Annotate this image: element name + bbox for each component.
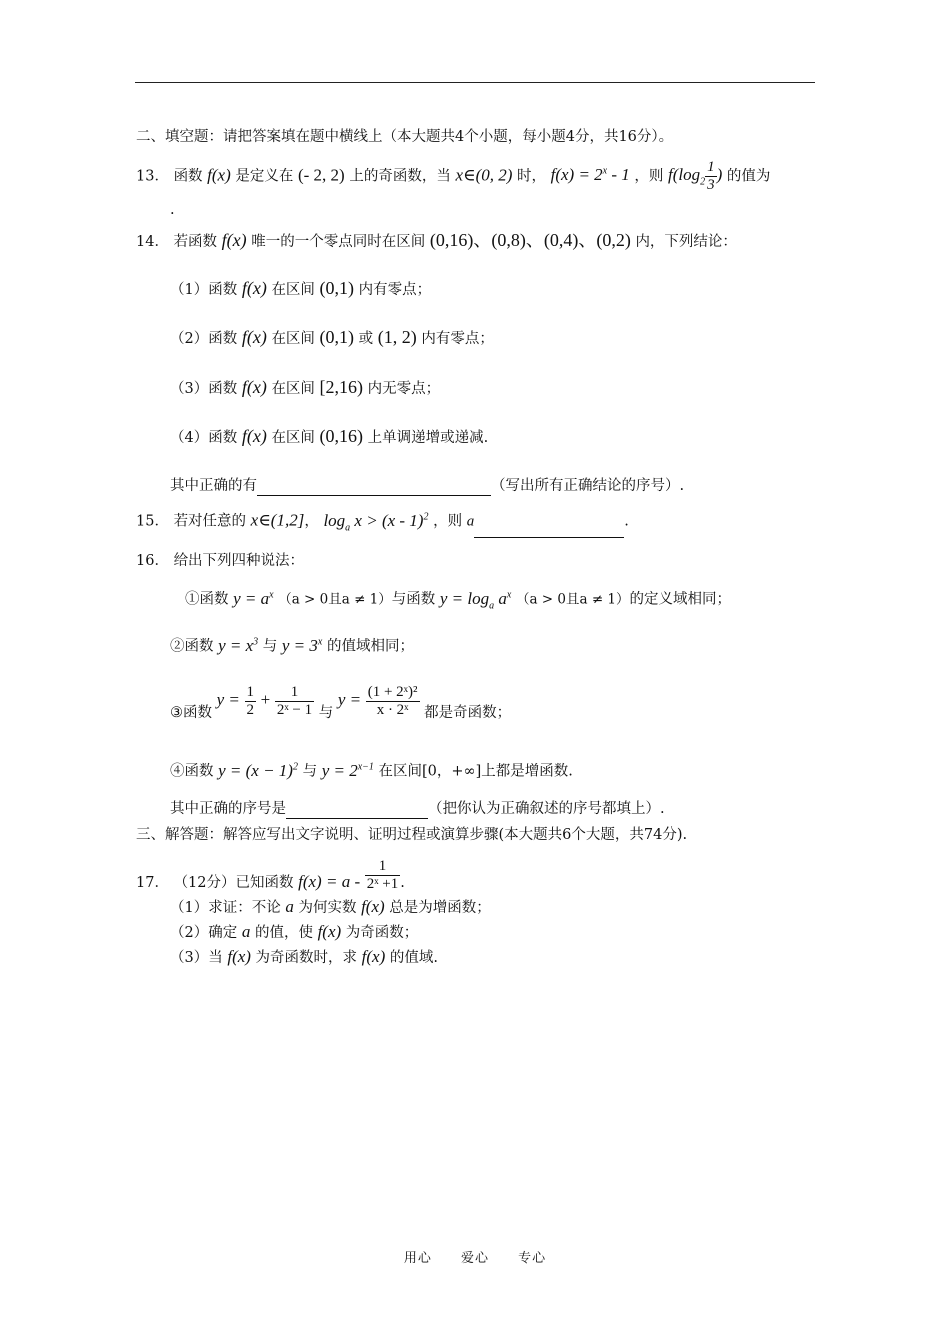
q14-item-interval-2: (1, 2) [377,327,417,347]
q13-text: 函数 [173,168,203,185]
q16-s1-f1-base: y = a [233,588,270,608]
q16-s4-f1 [218,761,298,780]
q14-intervals: (0,16)、(0,8)、(0,4)、(0,2) [429,230,631,250]
q13-text: 是定义在 [235,168,294,185]
q14-answer-prefix: 其中正确的有 [170,478,257,494]
q15-text: 若对任意的 [173,513,247,530]
q13-def-tail: - 1 [607,165,630,185]
q16-s2-text: 与 [262,638,278,655]
q16-statement-4 [170,757,573,782]
q16-s1-condition: （a > 0且a ≠ 1） [278,591,392,608]
q16-intro: 给出下列四种说法： [173,553,305,569]
q16-s1-f2-base: a [489,600,495,612]
q14-answer-suffix: （写出所有正确结论的序号）. [491,478,685,494]
question-16 [136,551,304,571]
q17-part-fx: f(x) [361,897,385,916]
q16-s1-f2-exp: x [506,589,512,600]
q16-s3-num-1: 1 [246,683,254,700]
q14-item-fx: f(x) [241,327,267,347]
q14-answer-blank[interactable] [257,479,491,496]
page-footer [0,1247,950,1266]
q16-s2-mark: ② [170,638,185,655]
q16-s3-frac-3 [366,684,420,719]
q16-s1-f2 [439,588,512,612]
q16-s2-f1-base: y = x [218,635,254,655]
q14-text: 唯一的一个零点同时在区间 [251,234,426,250]
q16-s1-text: 与函数 [391,591,436,608]
q16-s1-condition-2: （a > 0且a ≠ 1） [515,591,630,608]
q16-s2-f1-exp: 3 [253,636,259,647]
q14-item-label: （4）函数 [170,430,238,446]
q16-s2-text: 函数 [184,638,214,655]
q13-fraction [705,159,717,194]
q14-item-text: 内有零点； [421,331,494,347]
q14-item-4 [170,426,488,448]
q17-part-3 [170,947,438,968]
q13-text: 上的奇函数，当 [349,168,451,185]
q15-text: ，则 [433,513,463,530]
q14-item-text: 上单调递增或递减. [367,430,489,446]
question-15 [136,507,629,538]
q16-s3-text: 与 [318,705,334,721]
question-14 [136,230,737,252]
q13-log-base: 2 [700,176,706,188]
q14-item-text: 内有零点； [358,282,432,298]
q17-frac-den: 2ˣ +1 [366,875,399,892]
q14-item-1 [170,278,431,300]
q17-part-var: a [285,897,294,916]
q16-s4-text: 函数 [184,763,214,780]
q16-statement-2 [170,632,414,657]
q14-item-fx: f(x) [241,426,267,446]
q17-intro: （12分）已知函数 [173,875,294,891]
q14-item-text: 在区间 [271,331,315,347]
q14-item-label: （1）函数 [170,282,238,298]
q16-statement-1 [185,585,731,616]
q13-eval-tail: ) [716,165,723,185]
q14-fx: f(x) [221,230,247,250]
q14-item-interval: [2,16) [319,377,364,397]
q16-s1-f1 [233,589,273,608]
q16-s4-f1-base: y = (x − 1) [218,760,293,780]
q16-answer [170,799,665,819]
q16-s3-plus: + [260,690,271,709]
q16-s4-f1-exp: 2 [292,761,298,772]
q15-var: a [466,513,475,530]
q16-s2-text: 的值域相同； [326,638,414,655]
q17-part-fx: f(x) [317,922,342,941]
q14-item-interval: (0,16) [319,426,364,446]
q16-s3-num-3: (1 + 2ˣ)² [367,683,418,700]
q16-s3-y: y = [216,690,240,709]
q13-number: 13． [136,168,169,185]
q17-part-1 [170,897,491,918]
q13-interval: (- 2, 2) [297,165,345,185]
q17-part-2 [170,922,418,943]
q14-item-fx: f(x) [241,278,267,298]
q14-number: 14． [136,234,169,250]
q16-s4-f2-base: y = 2 [321,760,358,780]
q16-s4-f2 [322,761,374,780]
q16-answer-prefix: 其中正确的序号是 [170,801,286,817]
q17-number: 17． [136,875,169,891]
q13-frac-num: 1 [707,159,715,175]
q17-part-text: 的值，使 [254,925,313,941]
q16-s4-text: 与 [302,763,318,780]
question-13 [136,159,770,194]
q14-item-text: 在区间 [271,282,315,298]
q16-s1-mark: ① [185,591,200,608]
q16-s3-den-3: x · 2ˣ [376,701,409,718]
q15-text: ， [304,513,319,530]
q17-part-text: 的值域. [389,950,438,966]
q16-s1-f2-log: y = log [439,588,490,608]
q14-item-fx: f(x) [241,377,267,397]
q16-s3-num-2: 1 [275,684,314,702]
q17-part-var: a [241,922,251,941]
q13-tail-text: . [170,202,175,218]
q16-s4-text: 在区间[0，+∞]上都是增函数. [378,763,573,780]
section-3-title [136,825,687,845]
q16-s1-f2-arg: a [494,588,507,608]
q17-function: f(x) = a - [298,872,361,891]
q14-item-label: （2）函数 [170,331,238,347]
q16-s2-f2 [282,636,322,655]
q17-tail: . [400,875,405,891]
q16-s3-mark: ③ [170,705,183,721]
q14-item-2 [170,327,494,349]
q16-s3-text: 函数 [183,705,212,721]
q17-part-fx: f(x) [227,947,251,966]
q15-log-base: a [345,522,351,534]
q16-answer-suffix: （把你认为正确叙述的序号都填上）. [428,801,665,817]
q13-eval-head: f(log [668,165,701,185]
q13-definition [551,165,630,184]
q16-s3-frac-1 [245,684,257,719]
q17-part-text: （2）确定 [170,925,238,941]
q13-text: ，则 [634,168,664,185]
q16-s4-f2-exp: x−1 [357,761,374,772]
q16-answer-blank[interactable] [286,802,428,819]
q16-s1-f1-exp: x [269,589,274,600]
q16-s1-text: 函数 [199,591,229,608]
q16-s3-text: 都是奇函数； [424,705,512,721]
q16-s2-f1 [218,636,258,655]
q15-tail: . [624,513,629,530]
q13-def-exp: x [602,165,608,177]
section-2-title [136,127,673,147]
q16-s3-den-2: 2ˣ − 1 [276,701,313,718]
q17-frac-num: 1 [365,858,401,876]
q16-s2-f2-base: y = 3 [281,635,318,655]
q15-exp: 2 [423,511,429,522]
q16-statement-3 [170,680,511,733]
q14-item-interval: (0,1) [319,278,355,298]
q13-tail [170,200,175,220]
q15-inequality [323,510,429,534]
header-rule [135,82,815,83]
q17-part-text: 总是为增函数； [389,900,491,916]
q16-s3-frac-2 [275,684,314,719]
q14-item-label: （3）函数 [170,381,238,397]
q14-text: 若函数 [173,234,218,250]
footer-item: 爱心 [460,1251,489,1266]
q15-condition: x∈(1,2] [250,510,305,530]
q14-text: 内，下列结论： [635,234,737,250]
q16-s4-mark: ④ [170,763,185,780]
q13-text: 的值为 [726,168,771,185]
q13-evaluation [668,159,723,193]
q15-ineq-rhs: x > (x - 1) [350,510,424,530]
q14-item-interval: (0,1) [319,327,355,347]
q17-part-text: 为奇函数时，求 [255,950,358,966]
q17-part-text: （1）求证：不论 [170,900,281,916]
q13-def-base: f(x) = 2 [550,165,603,185]
q16-s2-f2-exp: x [317,636,323,647]
q14-item-text: 或 [358,331,374,347]
footer-item: 用心 [403,1251,432,1266]
q15-number: 15． [136,513,169,530]
question-17 [136,855,405,903]
q13-condition: x∈(0, 2) [455,165,513,185]
q13-fx: f(x) [207,165,231,185]
q15-log: log [323,510,346,530]
section-2-title-text: 二、填空题：请把答案填在题中横线上（本大题共4个小题，每小题4分，共16分）。 [136,129,674,145]
q16-s3-den-1: 2 [246,701,254,718]
q14-item-text: 在区间 [271,381,315,397]
section-3-title-text: 三、解答题：解答应写出文字说明、证明过程或演算步骤(本大题共6个大题，共74分). [136,827,688,843]
q14-item-text: 内无零点； [367,381,441,397]
q16-s3-y2: y = [337,690,362,709]
q14-item-text: 在区间 [271,430,315,446]
footer-item: 专心 [518,1251,547,1266]
q17-part-text: 为奇函数； [345,925,419,941]
q14-answer [170,476,684,496]
q13-frac-den: 3 [707,177,715,193]
q17-part-text: （3）当 [170,950,223,966]
q13-text: 时， [517,168,546,185]
q16-number: 16． [136,553,169,569]
q14-item-3 [170,377,440,399]
q17-part-text: 为何实数 [298,900,357,916]
q17-fraction [365,858,401,893]
q15-answer-blank[interactable] [474,521,624,538]
q16-s1-text: 的定义域相同； [629,591,732,608]
q17-part-fx: f(x) [361,947,386,966]
